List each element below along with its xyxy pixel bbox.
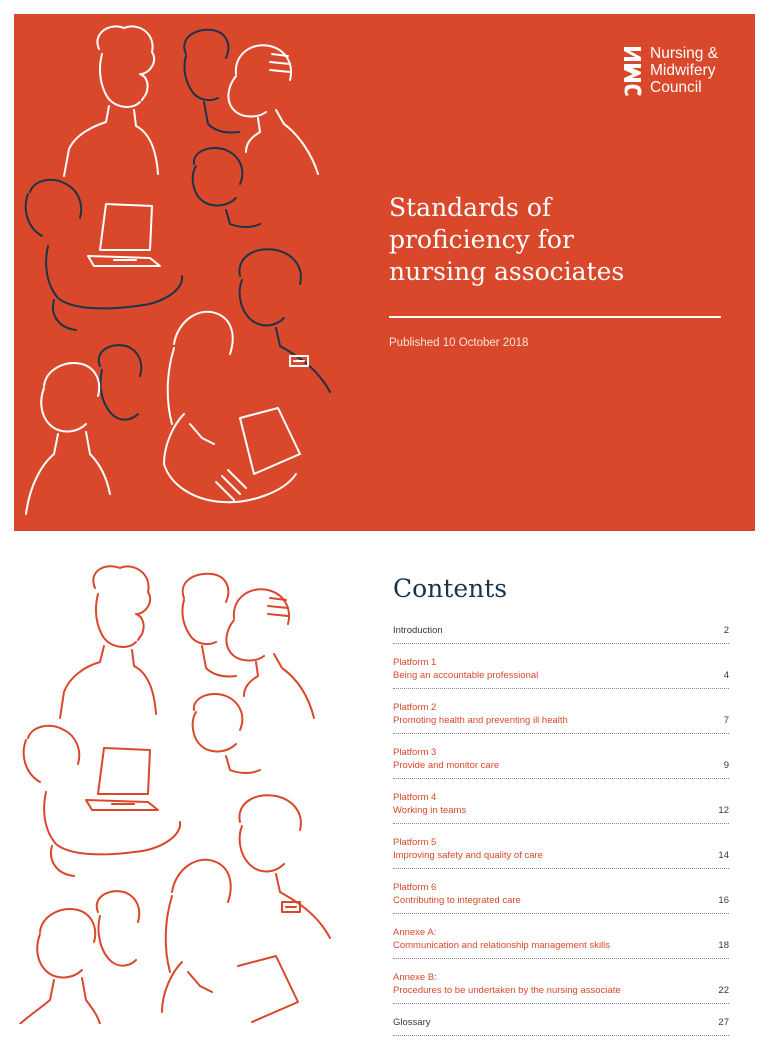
toc-title: Promoting health and preventing ill health bbox=[393, 715, 568, 726]
toc-title: Provide and monitor care bbox=[393, 760, 500, 771]
toc-label: Platform 5 bbox=[393, 837, 437, 848]
people-illustration-cover bbox=[14, 14, 374, 531]
toc-item-introduction[interactable] bbox=[393, 620, 729, 644]
toc-item-platform-6[interactable] bbox=[393, 877, 729, 914]
toc-label: Platform 4 bbox=[393, 792, 437, 803]
toc-item-platform-3[interactable] bbox=[393, 742, 729, 779]
nmc-logo-mark bbox=[622, 45, 643, 98]
toc-item-annexe-a[interactable] bbox=[393, 922, 729, 959]
contents-heading: Contents bbox=[393, 574, 508, 603]
toc-title: Improving safety and quality of care bbox=[393, 850, 543, 861]
toc-page-number: 27 bbox=[718, 1017, 729, 1028]
nmc-logo bbox=[622, 45, 718, 98]
cover-title-line-3: nursing associates bbox=[389, 257, 625, 286]
cover-page bbox=[14, 14, 755, 531]
toc-label: Annexe B: bbox=[393, 972, 437, 983]
toc-label: Platform 2 bbox=[393, 702, 437, 713]
table-of-contents bbox=[393, 620, 729, 1044]
toc-title: Procedures to be undertaken by the nursing associate bbox=[393, 985, 621, 996]
toc-label: Platform 1 bbox=[393, 657, 437, 668]
cover-title-line-1: Standards of bbox=[389, 193, 552, 222]
toc-page-number: 9 bbox=[723, 760, 729, 771]
toc-item-annexe-b[interactable] bbox=[393, 967, 729, 1004]
toc-page-number: 22 bbox=[718, 985, 729, 996]
people-illustration-contents bbox=[0, 548, 360, 1024]
toc-label: Platform 6 bbox=[393, 882, 437, 893]
toc-item-platform-1[interactable] bbox=[393, 652, 729, 689]
toc-page-number: 4 bbox=[723, 670, 729, 681]
logo-line-3: Council bbox=[650, 79, 702, 96]
cover-title-line-2: proficiency for bbox=[389, 225, 574, 254]
toc-page-number: 7 bbox=[723, 715, 729, 726]
toc-page-number: 12 bbox=[718, 805, 729, 816]
toc-title: Working in teams bbox=[393, 805, 467, 816]
logo-line-1: Nursing & bbox=[650, 45, 719, 62]
toc-page-number: 16 bbox=[718, 895, 729, 906]
toc-page-number: 2 bbox=[723, 625, 729, 636]
logo-line-2: Midwifery bbox=[650, 62, 716, 79]
cover-title bbox=[389, 192, 729, 288]
toc-label: Platform 3 bbox=[393, 747, 437, 758]
toc-label: Annexe A: bbox=[393, 927, 437, 938]
toc-title: Communication and relationship management skills bbox=[393, 940, 611, 951]
toc-page-number: 18 bbox=[718, 940, 729, 951]
toc-label: Introduction bbox=[393, 625, 443, 636]
toc-item-platform-2[interactable] bbox=[393, 697, 729, 734]
publication-date: Published 10 October 2018 bbox=[389, 337, 529, 349]
toc-page-number: 14 bbox=[718, 850, 729, 861]
toc-title: Contributing to integrated care bbox=[393, 895, 521, 906]
logo-wordmark bbox=[650, 45, 718, 96]
toc-title: Being an accountable professional bbox=[393, 670, 539, 681]
toc-item-platform-4[interactable] bbox=[393, 787, 729, 824]
toc-label: Glossary bbox=[393, 1017, 431, 1028]
title-divider bbox=[389, 316, 721, 318]
toc-item-platform-5[interactable] bbox=[393, 832, 729, 869]
toc-item-glossary[interactable] bbox=[393, 1012, 729, 1036]
